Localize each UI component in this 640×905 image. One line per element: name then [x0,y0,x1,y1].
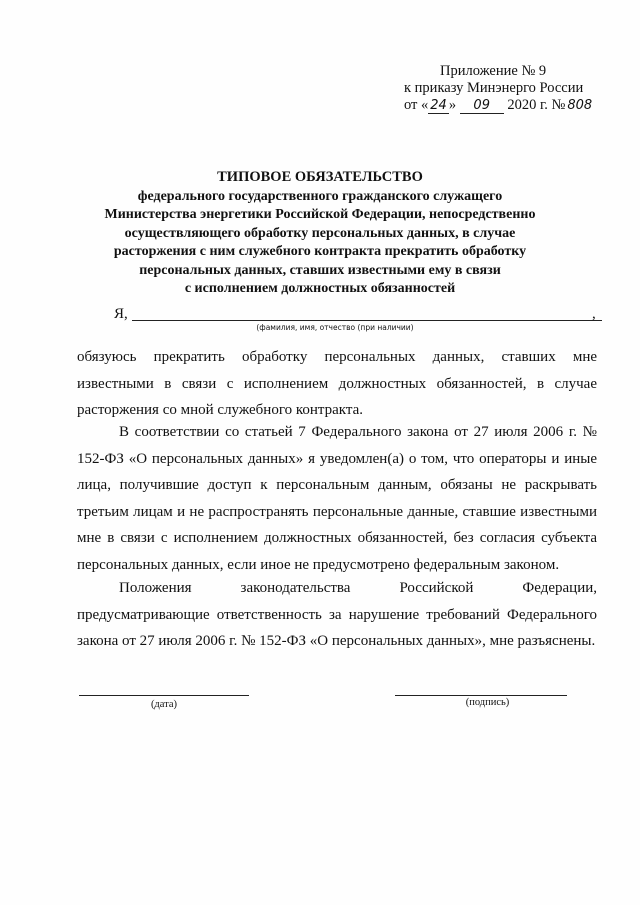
annex-reference [396,63,606,114]
annex-date-quote: » [448,97,457,113]
annex-order-ref: к приказу Минэнерго России [404,80,584,96]
body-paragraph-2: В соответствии со статьей 7 Федерального закона от 27 июля 2006 г. № 152-ФЗ «О персональных данных» я уведомлен(а) о том, что операторы и иные лица, получившие доступ к персональным данным, обязаны не раскрывать третьим лицам и не распространять персональные данные, ставшие известными мне в связи с исполнением должностных обязанностей, без согласия субъекта персональных данных, если иное не предусмотрено федеральным законом. [77,424,597,573]
handwritten-order-number: 808 [567,98,593,113]
annex-date-prefix: от « [404,97,429,113]
handwritten-day: 24 [430,98,447,113]
ya-label: Я, [114,306,128,322]
name-fill-hint: (фамилия, имя, отчество (при наличии) [256,323,414,332]
signature-line [395,695,567,696]
handwritten-month: 09 [460,99,504,114]
body-paragraph-3: Положения законодательства Российской Федерации, предусматривающие ответственность за нарушение требований Федерального закона от 27 июля 2006 г. № 152-ФЗ «О персональных данных», мне разъяснены. [77,580,597,649]
title-line: федерального государственного гражданского служащего [137,188,503,204]
body-paragraph-1: обязуюсь прекратить обработку персональных данных, ставших мне известными в связи с исполнением должностных обязанностей, в случае расторжения со мной служебного контракта. [77,349,597,418]
annex-year: 2020 г. № [507,97,566,113]
date-label: (дата) [150,699,178,710]
annex-order-date [396,97,606,114]
name-fill-comma: , [592,306,596,322]
annex-number: Приложение № 9 [440,63,547,79]
title-line: с исполнением должностных обязанностей [184,281,456,296]
document-title [80,168,560,299]
name-fill-line [132,320,602,321]
signature-label: (подпись) [465,697,510,708]
title-line: персональных данных, ставших известными ему в связи [139,262,501,278]
title-line: осуществляющего обработку персональных данных, в случае [124,225,516,241]
title-line: расторжения с ним служебного контракта прекратить обработку [113,244,527,259]
title-line: Министерства энергетики Российской Федерации, непосредственно [104,207,536,222]
title-heading: ТИПОВОЕ ОБЯЗАТЕЛЬСТВО [217,169,423,185]
date-line [79,695,249,696]
